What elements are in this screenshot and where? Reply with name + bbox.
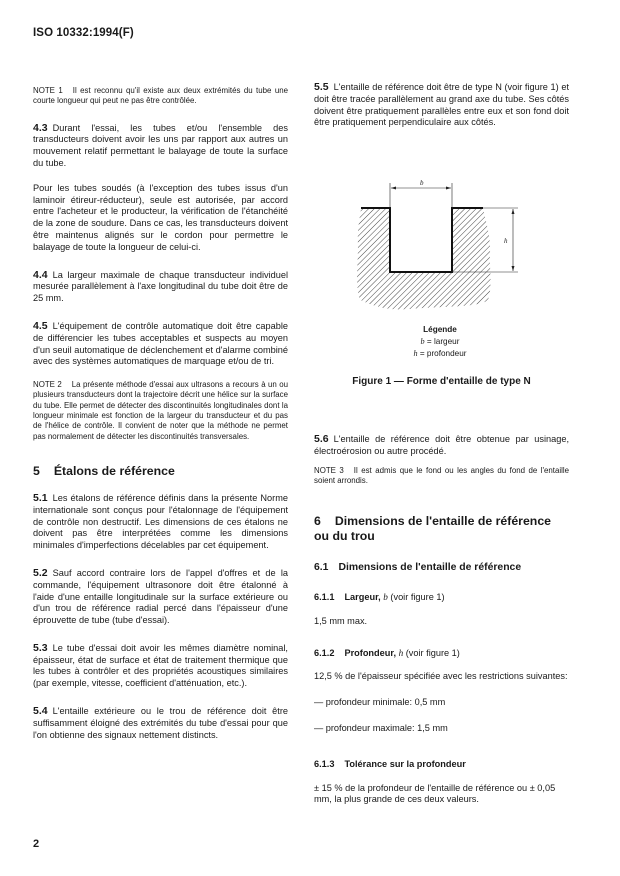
section-6-1-2-body: 12,5 % de l'épaisseur spécifiée avec les restrictions suivantes: (314, 671, 568, 682)
clause-number: 5.4 (33, 705, 48, 718)
clause-text: Durant l'essai, les tubes et/ou l'ensemble des transducteurs doivent avoir les uns par rapport aux autres un mouvement relatif permettant le balayage de toute la surface du tube. (33, 122, 288, 168)
clause-number: 4.4 (33, 268, 48, 281)
note-text: Il est admis que le fond ou les angles du fond de l'entaille soient arrondis. (314, 465, 569, 485)
clause-text: Sauf accord contraire lors de l'appel d'offres et de la commande, l'équipement ultrasonore doit être étalonné à l'aide d'une entaille longitudinale sur la surface extérieure ou d'un trou de référence radial percé dans l'épaisseur d'une éprouvette de tube (tube d'essai). (33, 567, 288, 626)
note-label: NOTE 3 (314, 465, 344, 475)
clause-5-1 (33, 493, 288, 552)
clause-4-3 (33, 123, 288, 170)
figure-1-caption: Figure 1 — Forme d'entaille de type N (352, 376, 531, 387)
clause-4-3-paragraph-2: Pour les tubes soudés (à l'exception des tubes issus d'un laminoir étireur-réducteur), seule est autorisée, par accord entre l'acheteur et le producteur, la vérification de l'étanchéité de la zone de soudure. Dans ce cas, les transducteurs doivent être maintenus alignés sur le cordon pour permettre le balayage de toute la longueur de celui-ci. (33, 182, 288, 252)
clause-text: L'entaille extérieure ou le trou de référence doit être suffisamment éloigné des extrémités du tube d'essai pour que l'on obtienne des signaux nettement distincts. (33, 706, 288, 740)
section-number: 5 (33, 463, 40, 478)
section-6-1-1-body: 1,5 mm max. (314, 615, 368, 626)
clause-text: L'équipement de contrôle automatique doit être capable de différencier les tubes acceptables et suspects au moyen d'un seuil automatique de déclenchement et d'alarme combiné avec des systèmes automatiques de marquage et/ou de tri. (33, 320, 288, 367)
clause-number: 5.1 (33, 491, 48, 504)
section-6-1-1-heading: 6.1.1 Largeur, b (voir figure 1) (314, 591, 445, 602)
clause-text: L'entaille de référence doit être obtenue par usinage, électroérosion ou autre procédé. (314, 434, 569, 456)
clause-text: L'entaille de référence doit être de type N (voir figure 1) et doit être tracée parallèlement au grand axe du tube. Ses côtés doivent être pratiquement parallèles entre eux et son fond doit être pratiquement perpendiculaire aux côtés. (314, 82, 569, 128)
right-column-bottom (314, 434, 569, 806)
section-6-1-2-heading: 6.1.2 Profondeur, h (voir figure 1) (314, 647, 460, 658)
dimension-label-h: h (504, 237, 508, 245)
section-number: 6 (314, 514, 321, 529)
note-3 (314, 466, 569, 487)
note-text: Il est reconnu qu'il existe aux deux extrémités du tube une courte longueur qui peut ne pas être contrôlée. (33, 86, 289, 106)
note-label: NOTE 1 (33, 86, 63, 95)
clause-5-4 (33, 706, 288, 741)
note-1 (33, 86, 288, 107)
section-6-1-heading (314, 562, 569, 574)
dimension-label-b: b (420, 179, 424, 187)
clause-number: 5.6 (314, 433, 329, 445)
legend-item-b: b = largeur (420, 337, 460, 346)
left-column (33, 86, 288, 741)
clause-4-5 (33, 321, 288, 368)
section-5-heading (33, 464, 288, 479)
note-text: La présente méthode d'essai aux ultrasons a recours à un ou plusieurs transducteurs dont la trajectoire décrit une hélice sur la surface du tube. Elle permet de détecter des discontinuités longitudinales dont la longueur minimale est fonction de la largeur du transducteur et du pas de l'hélice de contrôle. Il convient de noter que la méthode ne permet pas normalement de détecter les discontinuités transversales. (33, 380, 289, 441)
clause-number: 5.3 (33, 641, 48, 654)
section-title: Dimensions de l'entaille de référence (338, 562, 522, 574)
page-number: 2 (33, 838, 40, 850)
clause-5-6 (314, 434, 569, 458)
figure-1-notch-diagram (330, 170, 550, 320)
document-header: ISO 10332:1994(F) (33, 27, 134, 39)
section-6-1-3-body: ± 15 % de la profondeur de l'entaille de référence ou ± 0,05 mm, la plus grande de ces deux valeurs. (314, 782, 556, 805)
list-item-max-depth: — profondeur maximale: 1,5 mm (314, 722, 448, 733)
section-number: 6.1 (314, 562, 329, 574)
section-title: Dimensions de l'entaille de référence ou du trou (314, 514, 551, 544)
clause-text: Les étalons de référence définis dans la présente Norme internationale sont conçus pour l'étalonnage de l'équipement de contrôle non destructif. Les dimensions de ces étalons ne doivent pas être interprétées comme les dimensions minimales d'imperfections décelables par cet équipement. (33, 492, 288, 551)
note-2 (33, 380, 288, 442)
section-6-1-3-heading: 6.1.3 Tolérance sur la profondeur (314, 758, 466, 769)
clause-number: 4.5 (33, 319, 48, 332)
section-title: Étalons de référence (53, 463, 175, 478)
note-label: NOTE 2 (33, 380, 62, 390)
legend-item-h: h = profondeur (413, 349, 467, 358)
clause-4-4 (33, 270, 288, 305)
clause-text: La largeur maximale de chaque transducteur individuel mesurée parallèlement à l'axe longitudinal du tube doit être de 25 mm. (33, 269, 288, 304)
clause-text: Le tube d'essai doit avoir les mêmes diamètre nominal, épaisseur, état de surface et état de traitement thermique que les tubes à contrôler et des propriétés acoustiques similaires (par exemple, vitesse, coefficient d'atténuation, etc.). (33, 642, 288, 689)
list-item-min-depth: — profondeur minimale: 0,5 mm (314, 697, 446, 708)
legend-title: Légende (423, 325, 457, 334)
clause-number: 5.2 (33, 566, 48, 579)
clause-5-2 (33, 568, 288, 627)
clause-number: 4.3 (33, 121, 48, 134)
hatched-material (357, 208, 490, 309)
clause-5-3 (33, 643, 288, 690)
section-6-heading (314, 514, 569, 544)
clause-5-5 (314, 82, 569, 129)
figure-1-legend (360, 324, 520, 360)
right-column-top (314, 82, 569, 129)
clause-number: 5.5 (314, 81, 329, 93)
